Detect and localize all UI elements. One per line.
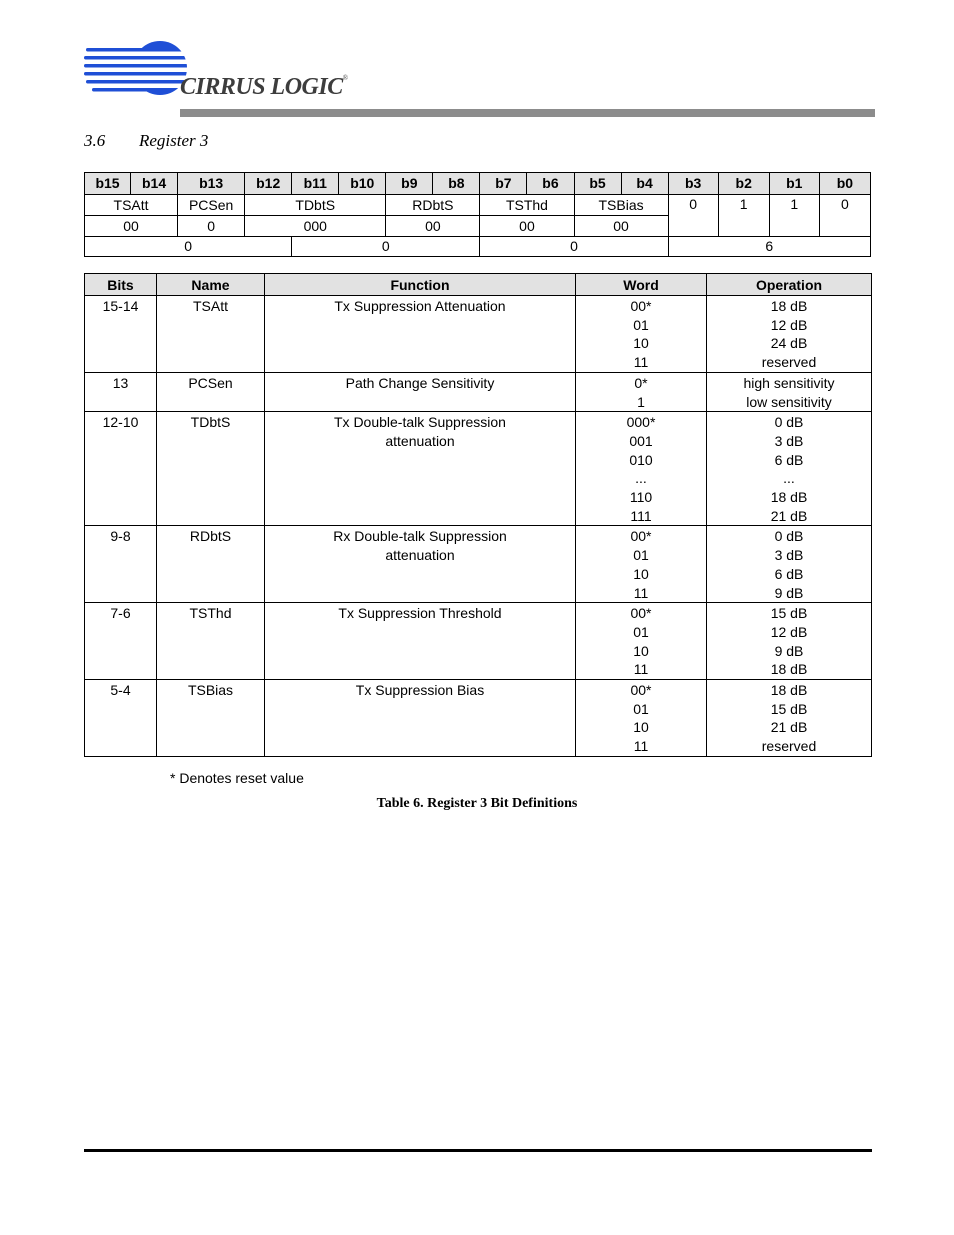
function-cell — [265, 296, 576, 373]
operation-cell-line: 12 dB — [770, 316, 808, 333]
operation-cell-line: 3 dB — [774, 547, 804, 564]
column-header: Word — [576, 274, 707, 296]
operation-cell-line: 21 dB — [770, 719, 808, 736]
operation-cell-line: 15 dB — [770, 605, 808, 622]
field-cell: TSAtt — [85, 195, 178, 216]
function-cell — [265, 372, 576, 411]
bits-cell: 12-10 — [85, 412, 157, 526]
footnote: * Denotes reset value — [170, 770, 304, 786]
operation-cell-line: 9 dB — [774, 584, 804, 601]
bits-cell: 13 — [85, 372, 157, 411]
definition-row — [85, 296, 872, 373]
bit-cell: b7 — [480, 173, 527, 195]
function-cell — [265, 680, 576, 757]
function-cell-line: Tx Suppression Threshold — [338, 605, 502, 622]
default-cell: 000 — [245, 216, 386, 237]
operation-cell-line: 15 dB — [770, 700, 808, 717]
word-cell-line: 001 — [629, 432, 653, 449]
bit-cell: b15 — [85, 173, 131, 195]
operation-cell-line: 21 dB — [770, 507, 808, 524]
function-cell-line: Tx Double-talk Suppression — [334, 414, 506, 431]
word-cell — [576, 296, 707, 373]
name-cell: TSBias — [157, 680, 265, 757]
word-cell-line: 00* — [630, 682, 652, 699]
hex-digit-cell: 0 — [480, 237, 668, 257]
field-cell: TDbtS — [245, 195, 386, 216]
definition-row — [85, 526, 872, 603]
bit-definitions-table — [84, 273, 872, 757]
default-cell: 00 — [480, 216, 574, 237]
operation-cell — [707, 526, 872, 603]
word-cell-line: 00* — [630, 298, 652, 314]
function-cell-line: Tx Suppression Attenuation — [334, 298, 506, 314]
word-cell-line: 1 — [637, 393, 645, 410]
function-cell — [265, 526, 576, 603]
bit-cell: b11 — [292, 173, 339, 195]
word-cell-line: 10 — [633, 335, 649, 352]
table-caption: Table 6. Register 3 Bit Definitions — [376, 796, 578, 811]
definitions-body — [85, 296, 872, 757]
word-cell-line: 10 — [633, 719, 649, 736]
section-heading — [84, 131, 208, 151]
field-name-row — [85, 195, 871, 216]
word-cell-line: 00* — [630, 605, 652, 622]
bit-cell: b10 — [339, 173, 386, 195]
function-cell-line: attenuation — [385, 432, 455, 449]
operation-cell-line: 18 dB — [770, 682, 808, 699]
fixed-bit-cell: 0 — [668, 195, 718, 237]
default-cell: 00 — [386, 216, 480, 237]
word-cell-line: 11 — [633, 584, 649, 601]
function-cell-line: Path Change Sensitivity — [345, 374, 495, 391]
operation-cell-line: ... — [783, 470, 795, 487]
field-cell: PCSen — [178, 195, 245, 216]
operation-cell-line: 6 dB — [774, 451, 804, 468]
function-cell-line: attenuation — [385, 547, 455, 564]
default-cell: 00 — [574, 216, 668, 237]
operation-cell-line: 18 dB — [770, 298, 808, 314]
function-cell — [265, 412, 576, 526]
definition-row — [85, 412, 872, 526]
column-header: Bits — [85, 274, 157, 296]
operation-cell-line: high sensitivity — [743, 374, 835, 391]
bit-cell: b2 — [718, 173, 769, 195]
operation-cell-line: 3 dB — [774, 432, 804, 449]
hex-digit-cell: 0 — [292, 237, 480, 257]
operation-cell — [707, 680, 872, 757]
word-cell-line: 0* — [634, 374, 648, 391]
definition-row — [85, 680, 872, 757]
function-cell-line: Tx Suppression Bias — [355, 682, 485, 699]
word-cell-line: 01 — [633, 623, 649, 640]
bit-cell: b5 — [574, 173, 621, 195]
fixed-bit-cell: 1 — [718, 195, 769, 237]
name-cell: RDbtS — [157, 526, 265, 603]
bits-cell: 15-14 — [85, 296, 157, 373]
bit-header-row — [85, 173, 871, 195]
definitions-header-row — [85, 274, 872, 296]
word-cell-line: 10 — [633, 565, 649, 582]
bit-cell: b9 — [386, 173, 433, 195]
field-cell: TSThd — [480, 195, 574, 216]
function-cell — [265, 603, 576, 680]
column-header: Operation — [707, 274, 872, 296]
operation-cell-line: 24 dB — [770, 335, 808, 352]
name-cell: TSThd — [157, 603, 265, 680]
bits-cell: 7-6 — [85, 603, 157, 680]
word-cell — [576, 372, 707, 411]
header-rule — [180, 109, 875, 117]
bit-cell: b13 — [178, 173, 245, 195]
word-cell-line: 01 — [633, 547, 649, 564]
column-header: Function — [265, 274, 576, 296]
name-cell: TSAtt — [157, 296, 265, 373]
operation-cell-line: 0 dB — [774, 528, 804, 545]
operation-cell-line: 18 dB — [770, 661, 808, 678]
word-cell-line: 01 — [633, 700, 649, 717]
hex-digit-cell: 0 — [85, 237, 292, 257]
definition-row — [85, 603, 872, 680]
word-cell-line: 000* — [626, 414, 656, 431]
name-cell: TDbtS — [157, 412, 265, 526]
operation-cell — [707, 372, 872, 411]
word-cell-line: 11 — [633, 661, 649, 678]
word-cell-line: 11 — [633, 738, 649, 755]
bit-cell: b3 — [668, 173, 718, 195]
operation-cell-line: 18 dB — [770, 489, 808, 506]
section-title: Register 3 — [139, 131, 209, 150]
section-number: 3.6 — [84, 131, 106, 150]
logo-wordmark: CIRRUS LOGIC® — [180, 74, 348, 100]
word-cell-line: 110 — [629, 489, 653, 506]
bit-cell: b1 — [769, 173, 819, 195]
operation-cell-line: 0 dB — [774, 414, 804, 431]
column-header: Name — [157, 274, 265, 296]
register-bit-table — [84, 172, 871, 257]
bit-cell: b8 — [433, 173, 480, 195]
word-cell-line: 010 — [629, 451, 653, 468]
word-cell-line: ... — [635, 470, 647, 487]
operation-cell — [707, 296, 872, 373]
field-cell: RDbtS — [386, 195, 480, 216]
bit-cell: b0 — [819, 173, 870, 195]
name-cell: PCSen — [157, 372, 265, 411]
bit-cell: b4 — [621, 173, 668, 195]
bit-cell: b14 — [131, 173, 178, 195]
default-cell: 0 — [178, 216, 245, 237]
operation-cell-line: reserved — [761, 738, 817, 755]
operation-cell — [707, 603, 872, 680]
word-cell — [576, 412, 707, 526]
hex-digit-row — [85, 237, 871, 257]
definition-row — [85, 372, 872, 411]
hex-digit-cell: 6 — [668, 237, 870, 257]
word-cell — [576, 526, 707, 603]
fixed-bit-cell: 1 — [769, 195, 819, 237]
operation-cell-line: 6 dB — [774, 565, 804, 582]
bits-cell: 9-8 — [85, 526, 157, 603]
word-cell-line: 11 — [633, 354, 649, 371]
word-cell — [576, 680, 707, 757]
word-cell-line: 00* — [630, 528, 652, 545]
operation-cell-line: 9 dB — [774, 642, 804, 659]
word-cell-line: 01 — [633, 316, 649, 333]
word-cell — [576, 603, 707, 680]
word-cell-line: 111 — [630, 507, 652, 524]
operation-cell-line: 12 dB — [770, 623, 808, 640]
function-cell-line: Rx Double-talk Suppression — [333, 528, 507, 545]
bit-cell: b6 — [527, 173, 574, 195]
operation-cell — [707, 412, 872, 526]
footer-rule — [84, 1149, 872, 1152]
bits-cell: 5-4 — [85, 680, 157, 757]
field-cell: TSBias — [574, 195, 668, 216]
word-cell-line: 10 — [633, 642, 649, 659]
default-cell: 00 — [85, 216, 178, 237]
operation-cell-line: low sensitivity — [746, 393, 832, 410]
operation-cell-line: reserved — [761, 354, 817, 371]
bit-cell: b12 — [245, 173, 292, 195]
fixed-bit-cell: 0 — [819, 195, 870, 237]
